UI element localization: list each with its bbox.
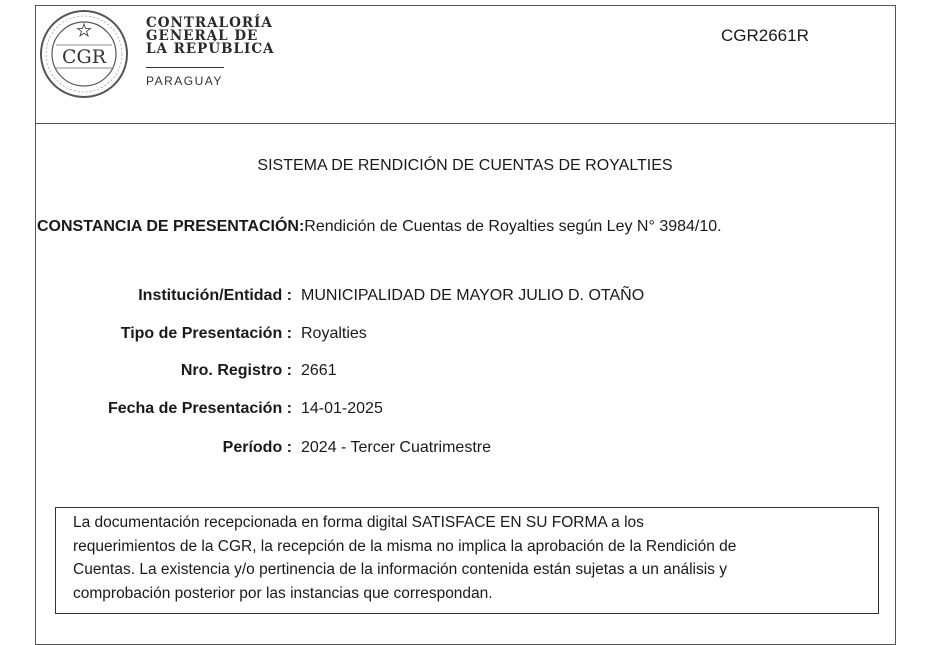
field-label: Tipo de Presentación :: [120, 325, 292, 342]
field-value: 14-01-2025: [301, 400, 383, 417]
org-name-line-3: LA REPÚBLICA: [146, 41, 275, 57]
constancia-label: CONSTANCIA DE PRESENTACIÓN:: [37, 218, 305, 235]
org-name-line-1: CONTRALORÍA: [146, 15, 273, 31]
org-name-rule: [146, 67, 224, 68]
seal-text: CGR: [61, 46, 107, 68]
field-value: 2661: [301, 362, 337, 379]
org-name: [146, 17, 275, 56]
notice-line: Cuentas. La existencia y/o pertinencia de la información contenida están sujetas a un análisis y: [73, 561, 727, 578]
org-country: PARAGUAY: [146, 74, 223, 88]
notice-text: [73, 511, 873, 605]
field-value: MUNICIPALIDAD DE MAYOR JULIO D. OTAÑO: [301, 287, 645, 304]
cgr-seal-logo: [38, 8, 130, 100]
field-periodo: [0, 439, 930, 461]
field-label: Nro. Registro :: [180, 362, 292, 379]
constancia-line: [37, 218, 722, 236]
notice-line: La documentación recepcionada en forma digital SATISFACE EN SU FORMA a los: [73, 514, 644, 531]
constancia-text: Rendición de Cuentas de Royalties según Ley N° 3984/10.: [304, 218, 722, 235]
field-value: Royalties: [301, 325, 367, 342]
system-title: SISTEMA DE RENDICIÓN DE CUENTAS DE ROYALTIES: [257, 157, 673, 174]
notice-line: requerimientos de la CGR, la recepción de la misma no implica la aprobación de la Rendición de: [73, 537, 737, 555]
field-tipo-presentacion: [0, 325, 930, 347]
notice-line: comprobación posterior por las instancias que correspondan.: [73, 584, 493, 602]
field-nro-registro: [0, 362, 930, 384]
field-label: Fecha de Presentación :: [107, 400, 292, 417]
field-fecha-presentacion: [0, 400, 930, 422]
document-code: CGR2661R: [721, 26, 809, 45]
field-institucion: [0, 287, 930, 309]
field-value: 2024 - Tercer Cuatrimestre: [301, 439, 491, 456]
field-label: Período :: [222, 439, 292, 456]
header-divider: [35, 123, 896, 124]
field-label: Institución/Entidad :: [138, 287, 292, 304]
org-name-line-2: GENERAL DE: [146, 28, 259, 44]
